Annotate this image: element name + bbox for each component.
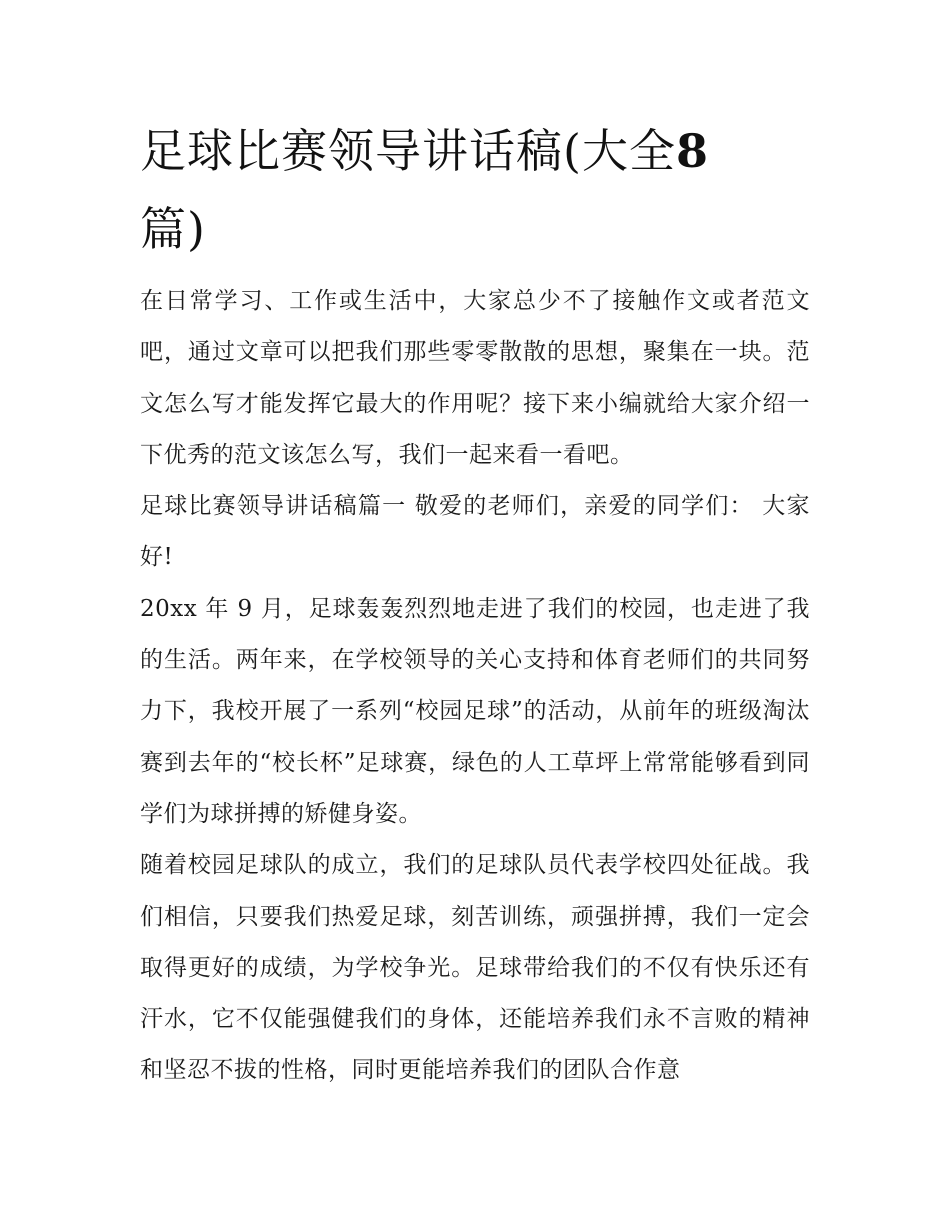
title-main: 足球比赛领导讲话稿(大全 [140,124,676,178]
document-body [140,276,810,1097]
title-number: 8 [675,124,709,178]
intro-paragraph: 在日常学习、工作或生活中，大家总少不了接触作文或者范文吧，通过文章可以把我们那些零零散散的思想，聚集在一块。范文怎么写才能发挥它最大的作用呢？接下来小编就给大家介绍一下优秀的范文该怎么写，我们一起来看一看吧。 [140,288,810,468]
document-title [140,112,820,268]
speech-heading-paragraph: 足球比赛领导讲话稿篇一 敬爱的老师们，亲爱的同学们： 大家好! [140,493,810,571]
body-paragraph-football-history: 20xx 年 9 月，足球轰轰烈烈地走进了我们的校园，也走进了我的生活。两年来，在学校领导的关心支持和体育老师们的共同努力下，我校开展了一系列“校园足球”的活动，从前年的班级淘汰赛到去年的“校长杯”足球赛，绿色的人工草坪上常常能够看到同学们为球拼搏的矫健身姿。 [140,595,810,827]
title-end: 篇) [140,202,206,256]
body-paragraph-football-team: 随着校园足球队的成立，我们的足球队员代表学校四处征战。我们相信，只要我们热爱足球，刻苦训练，顽强拼搏，我们一定会取得更好的成绩，为学校争光。足球带给我们的不仅有快乐还有汗水，它不仅能强健我们的身体，还能培养我们永不言败的精神和坚忍不拔的性格，同时更能培养我们的团队合作意 [140,852,810,1084]
